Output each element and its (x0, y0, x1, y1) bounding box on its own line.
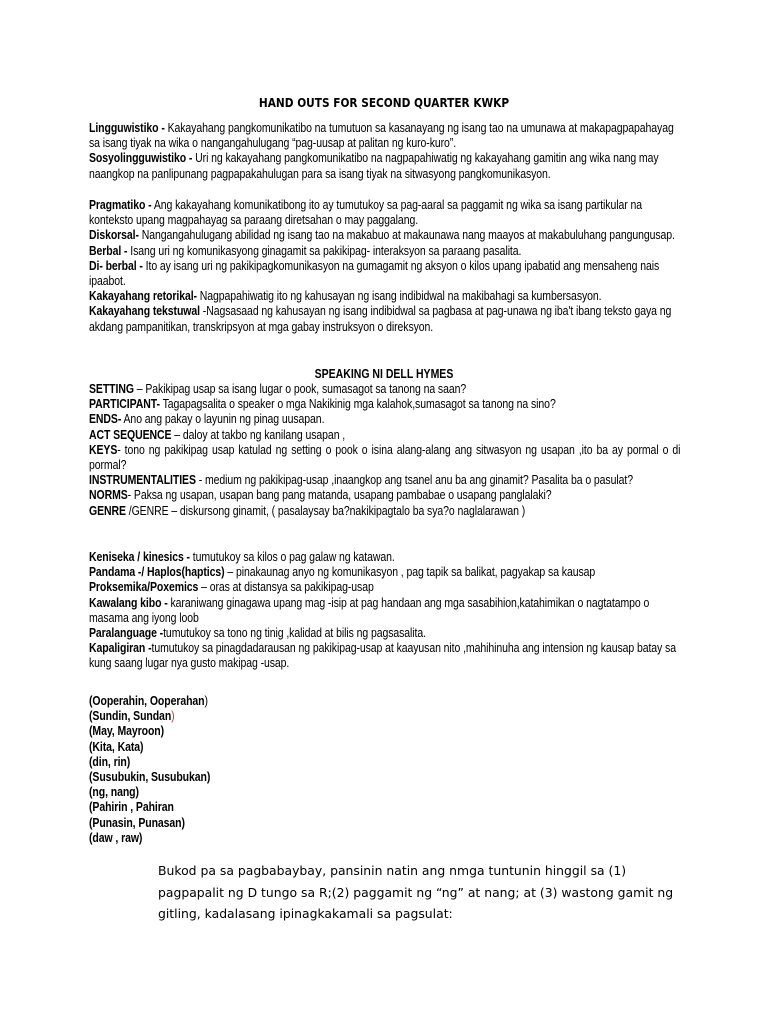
speaking-item-norms (89, 488, 680, 503)
nonverbal-term: Kawalang kibo - (89, 595, 168, 610)
nonverbal-text: – pinakaunag anyo ng komunikasyon , pag tapik sa balikat, pagyakap sa kausap (224, 565, 596, 580)
definition-kakayahang-retorikal (89, 289, 680, 304)
page-title: HAND OUTS FOR SECOND QUARTER KWKP (258, 96, 510, 110)
definitions-block-2 (89, 198, 680, 335)
speaking-term: SETTING (89, 382, 134, 396)
closing-paragraph: Bukod pa sa pagbabaybay, pansinin natin ang nmga tuntunin hinggil sa (1) pagpapalit ng D tungo sa R;(2) paggamit ng “ng” at nang; at (3) wastong gamit ng gitling, kadalasang ipinagkakamali sa pagsulat: (158, 863, 674, 921)
word-pair-item (89, 709, 593, 724)
definition-term: Lingguwistiko - (89, 121, 165, 135)
word-pair-item: (ng, nang) (89, 785, 139, 800)
speaking-item-instrumentalities (89, 473, 680, 488)
nonverbal-term: Pandama -/ Haplos(haptics) (89, 565, 225, 580)
word-pair-close: ) (171, 709, 175, 724)
definition-term: Kakayahang tekstuwal (89, 304, 200, 319)
nonverbal-text: tumutukoy sa kilos o pag galaw ng katawan. (189, 550, 395, 564)
definition-text: Ang kakayahang komunikatibong ito ay tumutukoy sa pag-aaral sa paggamit ng wika sa isang partikular na konteksto upang magpahayag sa paraang diretsahan o may paggalang. (89, 198, 642, 228)
word-pair-item: (daw , raw) (89, 830, 143, 845)
word-pair-item: (Punasin, Punasan) (89, 815, 185, 830)
word-pair-close: ) (204, 694, 208, 708)
speaking-text: – daloy at takbo ng kanilang usapan , (171, 427, 346, 442)
speaking-term: NORMS (89, 488, 128, 503)
definition-text: Nangangahulugang abilidad ng isang tao na makabuo at makaunawa nang maayos at makabuluhang pangungusap. (138, 228, 675, 243)
speaking-term: ACT SEQUENCE (89, 427, 172, 442)
definition-pragmatiko (89, 198, 680, 228)
word-pair-item: (May, Mayroon) (89, 724, 165, 739)
speaking-term: ENDS- (89, 412, 122, 427)
speaking-term: GENRE (89, 503, 126, 518)
word-pair-item: (Pahirin , Pahiran (89, 800, 174, 815)
definition-text: Nagpapahiwatig ito ng kahusayan ng isang indibidwal na makibahagi sa kumbersasyon. (196, 289, 602, 304)
speaking-list (89, 382, 680, 519)
nonverbal-item-haptics (89, 565, 680, 580)
speaking-text: - medium ng pakikipag-usap ,inaangkop ang tsanel anu ba ang ginamit? Pasalita ba o pasulat? (195, 473, 633, 488)
definition-berbal (89, 244, 680, 259)
word-pair-item (89, 694, 593, 709)
definitions-block-1 (89, 121, 680, 182)
speaking-text: - Paksa ng usapan, usapan bang pang matanda, usapang pambabae o usapang panglalaki? (127, 488, 552, 503)
speaking-term: INSTRUMENTALITIES (89, 473, 196, 488)
word-pair-item: (din, rin) (89, 754, 131, 769)
speaking-item-keys (89, 443, 680, 473)
definition-lingguwistiko (89, 121, 680, 151)
nonverbal-text: tumutukoy sa tono ng tinig ,kalidad at bilis ng pagsasalita. (163, 626, 426, 641)
speaking-heading: SPEAKING NI DELL HYMES (314, 367, 454, 381)
definition-text: Kakayahang pangkomunikatibo na tumutuon sa kasanayang ng isang tao na umunawa at makapagpapahayag sa isang tiyak na wika o nangangahulugang “pag-uusap at palitan ng kuro-kuro”. (89, 121, 674, 151)
definition-term: Sosyolingguwistiko - (89, 151, 193, 166)
speaking-text: – Pakikipag usap sa isang lugar o pook, sumasagot sa tanong na saan? (133, 382, 467, 396)
definition-term: Diskorsal- (89, 228, 139, 243)
definition-text: Isang uri ng komunikasyong ginagamit sa pakikipag- interaksyon sa paraang pasalita. (127, 243, 522, 258)
word-pair-item: (Susubukin, Susubukan) (89, 770, 211, 785)
speaking-item-ends (89, 412, 680, 427)
nonverbal-text: tumutukoy sa pinagdadarausan ng pakikipag-usap at kaayusan nito ,mahihinuha ang intension ng kausap batay sa kung saang lugar nya gusto makipag -usap. (89, 641, 676, 671)
speaking-term: KEYS (89, 442, 118, 457)
speaking-item-setting (89, 382, 680, 397)
word-pair-text: (Sundin, Sundan (89, 709, 172, 724)
nonverbal-item-kinesics (89, 550, 680, 565)
word-pair-list (89, 694, 593, 846)
speaking-text: Tagapagsalita o speaker o mga Nakikinig mga kalahok,sumasagot sa tanong na sino? (159, 397, 556, 412)
nonverbal-term: Kapaligiran - (89, 641, 152, 656)
speaking-item-genre (89, 504, 680, 519)
definition-text: Uri ng kakayahang pangkomunikatibo na nagpapahiwatig ng kakayahang gamitin ang wika nang may naangkop na panlipunang pagpapakahulugan para sa isang tiyak na sitwasyong pangkomunikasyon. (89, 151, 659, 181)
definition-di-berbal (89, 259, 680, 289)
definition-term: Di- berbal - (89, 258, 143, 273)
nonverbal-item-kawalang-kibo (89, 596, 680, 626)
nonverbal-term: Keniseka / kinesics - (89, 550, 190, 564)
word-pair-text: (Ooperahin, Ooperahan (89, 694, 205, 708)
speaking-term: PARTICIPANT- (89, 397, 160, 412)
definition-sosyolingguwistiko (89, 151, 680, 181)
nonverbal-term: Paralanguage - (89, 626, 164, 641)
definition-text: Ito ay isang uri ng pakikipagkomunikasyon na gumagamit ng aksyon o kilos upang ipabatid ang mensaheng nais ipaabot. (89, 258, 660, 289)
speaking-item-participant (89, 397, 680, 412)
speaking-item-act-sequence (89, 428, 680, 443)
nonverbal-text: karaniwang ginagawa upang mag -isip at pag handaan ang mga sasabihion,katahimikan o nagtatampo o masama ang iyong loob (89, 595, 650, 625)
nonverbal-text: – oras at distansya sa pakikipag-usap (198, 580, 374, 595)
speaking-text: /GENRE – diskursong ginamit, ( pasalaysay ba?nakikipagtalo ba sya?o naglalarawan ) (125, 503, 526, 518)
nonverbal-term: Proksemika/Poxemics (89, 580, 199, 595)
definition-term: Pragmatiko - (89, 198, 152, 212)
definition-text: -Nagsasaad ng kahusayan ng isang indibidwal sa pagbasa at pag-unawa ng iba't ibang teksto gaya ng akdang pampanitikan, transkripsyon at mga gabay instruksyon o direksyon. (89, 304, 672, 334)
definition-term: Berbal - (89, 243, 128, 258)
definition-diskorsal (89, 228, 680, 243)
speaking-text: - tono ng pakikipag usap katulad ng setting o pook o isina alang-alang ang sitwasyon ng usapan ,ito ba ay pormal o di pormal? (89, 442, 681, 473)
definition-kakayahang-tekstuwal (89, 304, 680, 334)
word-pair-item: (Kita, Kata) (89, 739, 144, 754)
definition-term: Kakayahang retorikal- (89, 289, 197, 304)
nonverbal-item-proxemics (89, 580, 680, 595)
nonverbal-list (89, 550, 680, 672)
nonverbal-item-kapaligiran (89, 641, 680, 671)
nonverbal-item-paralanguage (89, 626, 680, 641)
speaking-text: Ano ang pakay o layunin ng pinag uusapan. (121, 412, 325, 427)
